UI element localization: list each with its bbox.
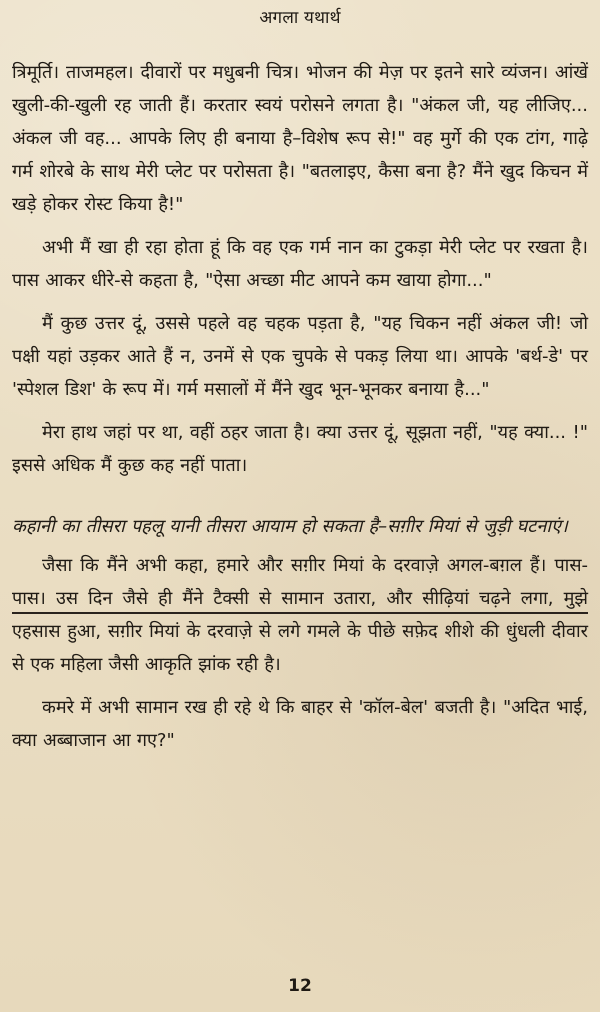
paragraph-gap-3: [12, 406, 588, 416]
paragraph-gap-2: [12, 297, 588, 307]
page-number: 12: [288, 976, 312, 996]
paragraph-4: मेरा हाथ जहां पर था, वहीं ठहर जाता है। क्या उत्तर दूं, सूझता नहीं, "यह क्या... !" इससे अधिक मैं कुछ कह नहीं पाता।: [12, 422, 588, 476]
running-header: अगला यथार्थ: [259, 8, 341, 28]
section-divider: [12, 612, 588, 614]
section-gap: [12, 482, 588, 510]
paragraph-2: अभी मैं खा ही रहा होता हूं कि वह एक गर्म नान का टुकड़ा मेरी प्लेट पर रखता है। पास आकर धीरे-से कहता है, "ऐसा अच्छा मीट आपने कम खाया होगा...": [12, 237, 588, 291]
paragraph-gap-1: [12, 221, 588, 231]
paragraph-gap-6: [12, 681, 588, 691]
page-content: [12, 56, 588, 757]
paragraph-1: त्रिमूर्ति। ताजमहल। दीवारों पर मधुबनी चित्र। भोजन की मेज़ पर इतने सारे व्यंजन। आंखें खुली-की-खुली रह जाती हैं। करतार स्वयं परोसने लगता है। "अंकल जी, यह लीजिए... अंकल जी वह... आपके लिए ही बनाया है–विशेष रूप से!" वह मुर्गे की एक टांग, गाढ़े गर्म शोरबे के साथ मेरी प्लेट पर परोसता है। "बतलाइए, कैसा बना है? मैंने खुद किचन में खड़े होकर रोस्ट किया है!": [12, 62, 588, 215]
paragraph-6: जैसा कि मैंने अभी कहा, हमारे और सग़ीर मियां के दरवाज़े अगल-बग़ल हैं। पास-पास। उस दिन जैसे ही मैंने टैक्सी से सामान उतारा, और सीढ़ियां चढ़ने लगा, मुझे एहसास हुआ, सग़ीर मियां के दरवाज़े से लगे गमले के पीछे सफ़ेद शीशे की धुंधली दीवार से एक महिला जैसी आकृति झांक रही है।: [12, 555, 588, 675]
paragraph-3: मैं कुछ उत्तर दूं, उससे पहले वह चहक पड़ता है, "यह चिकन नहीं अंकल जी! जो पक्षी यहां उड़कर आते हैं न, उनमें से एक चुपके से पकड़ लिया था। आपके 'बर्थ-डे' पर 'स्पेशल डिश' के रूप में। गर्म मसालों में मैंने खुद भून-भूनकर बनाया है...": [12, 313, 588, 400]
paragraph-7: कमरे में अभी सामान रख ही रहे थे कि बाहर से 'कॉल-बेल' बजती है। "अदित भाई, क्या अब्बाजान आ गए?": [12, 697, 588, 751]
italic-transition-paragraph: कहानी का तीसरा पहलू यानी तीसरा आयाम हो सकता है–सग़ीर मियां से जुड़ी घटनाएं।: [12, 516, 568, 537]
